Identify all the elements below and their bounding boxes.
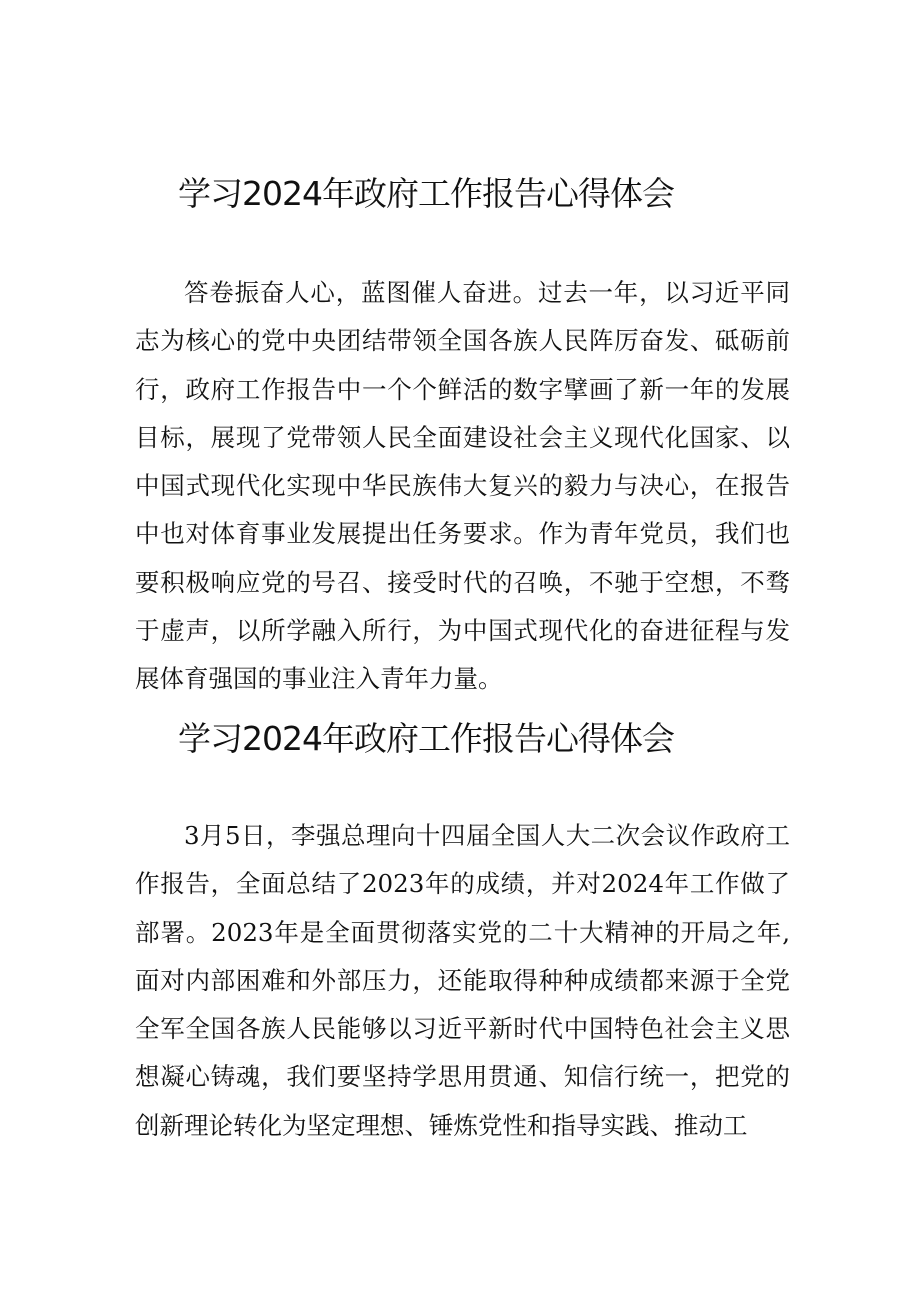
- section-1-paragraph: 答卷振奋人心，蓝图催人奋进。过去一年，以习近平同志为核心的党中央团结带领全国各族人民阵厉奋发、砥砺前行，政府工作报告中一个个鲜活的数字擘画了新一年的发展目标，展现了党带领人民全面建设社会主义现代化国家、以中国式现代化实现中华民族伟大复兴的毅力与决心，在报告中也对体育事业发展提出任务要求。作为青年党员，我们也要积极响应党的号召、接受时代的召唤，不驰于空想，不骛于虚声，以所学融入所行，为中国式现代化的奋进征程与发展体育强国的事业注入青年力量。: [135, 278, 790, 694]
- section-2-paragraph: 3月5日，李强总理向十四届全国人大二次会议作政府工作报告，全面总结了2023年的成绩，并对2024年工作做了部署。2023年是全面贯彻落实党的二十大精神的开局之年,面对内部困难和外部压力，还能取得种种成绩都来源于全党全军全国各族人民能够以习近平新时代中国特色社会主义思想凝心铸魂，我们要坚持学思用贯通、知信行统一，把党的创新理论转化为坚定理想、锤炼党性和指导实践、推动工: [135, 821, 790, 1140]
- section-1-title: 学习2024年政府工作报告心得体会: [178, 174, 674, 213]
- section-2-title: 学习2024年政府工作报告心得体会: [178, 719, 674, 758]
